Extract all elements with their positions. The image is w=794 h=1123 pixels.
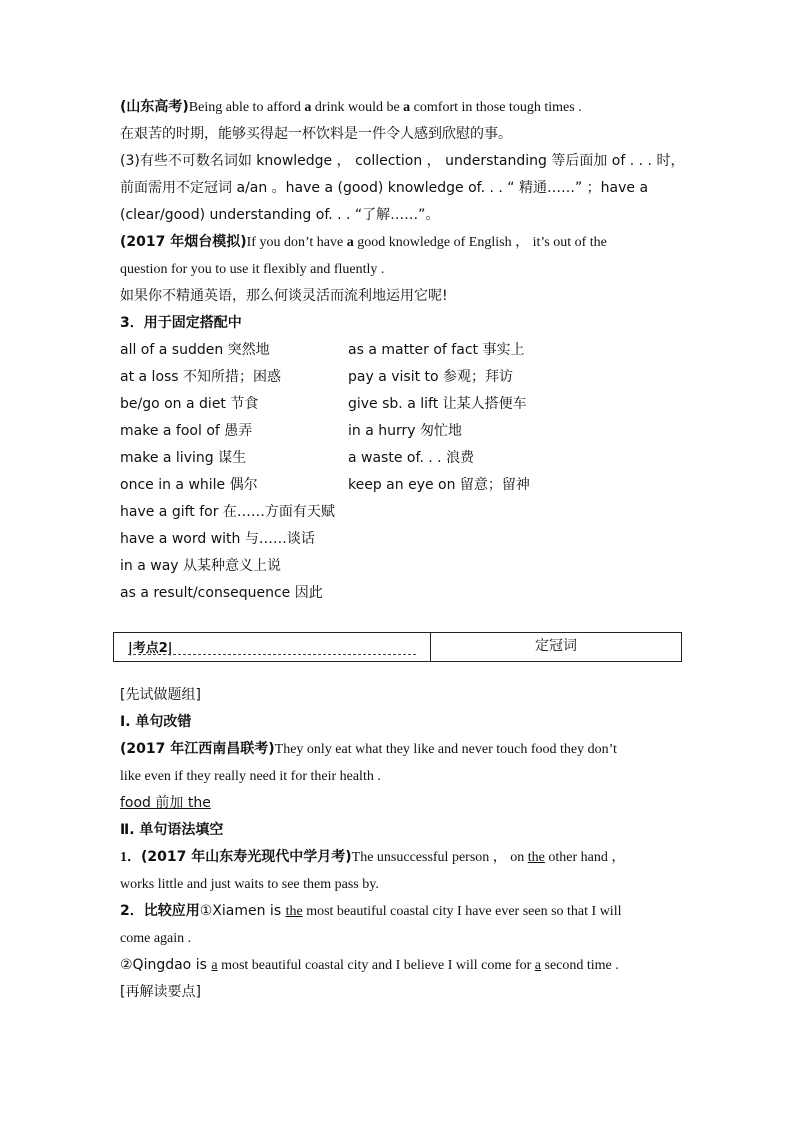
sentence-text: comfort in those tough times . xyxy=(410,100,582,115)
exercise-2-item-2-cont: come again . xyxy=(120,931,192,946)
exercise-1-answer: food 前加 the xyxy=(120,795,211,811)
sentence-text: Being able to afford xyxy=(188,100,305,115)
sentence-text: second time . xyxy=(541,958,619,973)
sentence-text: drink would be xyxy=(311,100,404,115)
sentence-text: They only eat what they like and never touch food they don’t xyxy=(274,742,617,757)
sentence-text: ②Qingdao is xyxy=(120,957,212,973)
exercise-1-sentence xyxy=(120,736,680,763)
document-body xyxy=(120,94,685,607)
phrase-left: all of a sudden 突然地 xyxy=(120,342,270,358)
phrase-pairs xyxy=(120,337,682,499)
phrase-row xyxy=(120,445,682,472)
article-bold: a xyxy=(304,100,312,115)
translation-1: 在艰苦的时期，能够买得起一杯饮料是一件令人感到欣慰的事。 xyxy=(120,126,512,142)
phrase-row xyxy=(120,391,682,418)
answer-blank: a xyxy=(211,958,218,973)
item-number: 1． xyxy=(120,850,141,865)
dashed-underline xyxy=(128,654,416,655)
sentence-text: ①Xiamen is xyxy=(199,903,286,919)
exercise-2-item-2 xyxy=(120,898,680,925)
phrase-left: make a living 谋生 xyxy=(120,450,247,466)
kaodian-label-cell xyxy=(114,633,431,661)
phrase-right: a waste of. . . 浪费 xyxy=(348,450,475,466)
source-tag: (山东高考) xyxy=(120,99,189,115)
phrase-left: at a loss 不知所措；困惑 xyxy=(120,369,282,385)
phrase-row xyxy=(120,337,682,364)
phrase-right: in a hurry 匆忙地 xyxy=(348,423,462,439)
answer-blank: the xyxy=(527,850,545,865)
section-heading-2: [再解读要点] xyxy=(120,984,201,1000)
phrase-right: give sb. a lift 让某人搭便车 xyxy=(348,396,527,412)
kaodian-header-table xyxy=(113,632,682,662)
exercise-2-heading: Ⅱ. 单句语法填空 xyxy=(120,822,224,838)
exercise-1-sentence-cont: like even if they really need it for their health . xyxy=(120,769,381,784)
sentence-text: most beautiful coastal city and I believe I will come for xyxy=(217,958,535,973)
sentence-text: If you don’t have xyxy=(246,235,347,250)
answer-blank: the xyxy=(285,904,303,919)
example-sentence-2-cont: question for you to use it flexibly and fluently . xyxy=(120,262,385,277)
phrase-right: keep an eye on 留意；留神 xyxy=(348,477,530,493)
item-label: 2．比较应用 xyxy=(120,903,200,919)
answer-blank: a xyxy=(534,958,542,973)
phrase-row xyxy=(120,418,682,445)
kaodian-title: 定冠词 xyxy=(535,638,577,654)
sentence-text: other hand ， xyxy=(544,850,626,865)
rule-3-line-2: 前面需用不定冠词 a/an 。have a (good) knowledge of. . . “ 精通……” ；have a xyxy=(120,180,649,196)
phrase-left: be/go on a diet 节食 xyxy=(120,396,259,412)
phrase-right: pay a visit to 参观；拜访 xyxy=(348,369,514,385)
example-sentence-1 xyxy=(120,94,682,121)
exercise-2-item-1 xyxy=(120,844,680,871)
phrase-single: as a result/consequence 因此 xyxy=(120,585,323,601)
kaodian-label: |考点2| xyxy=(128,641,173,656)
sentence-text: The unsuccessful person ， on xyxy=(351,850,528,865)
source-tag: (2017 年江西南昌联考) xyxy=(120,741,275,757)
phrase-left: once in a while 偶尔 xyxy=(120,477,258,493)
exercise-1-heading: Ⅰ. 单句改错 xyxy=(120,714,192,730)
phrase-left: make a fool of 愚弄 xyxy=(120,423,253,439)
phrase-right: as a matter of fact 事实上 xyxy=(348,342,525,358)
rule-3-line-1: (3)有些不可数名词如 knowledge ， collection ， understanding 等后面加 of . . . 时， xyxy=(120,153,685,169)
sentence-text: good knowledge of English ， it’s out of the xyxy=(353,235,607,250)
phrase-single: have a word with 与……谈话 xyxy=(120,531,315,547)
exercise-2-item-1-cont: works little and just waits to see them pass by. xyxy=(120,877,379,892)
section-heading: [先试做题组] xyxy=(120,687,201,703)
example-sentence-2 xyxy=(120,229,682,256)
phrase-single: in a way 从某种意义上说 xyxy=(120,558,282,574)
source-tag: (2017 年烟台模拟) xyxy=(120,234,247,250)
phrase-row xyxy=(120,364,682,391)
source-tag: (2017 年山东寿光现代中学月考) xyxy=(141,849,352,865)
rule-3-line-3: (clear/good) understanding of. . . “了解……”。 xyxy=(120,207,440,223)
exercise-2-item-3 xyxy=(120,952,680,979)
phrase-single: have a gift for 在……方面有天赋 xyxy=(120,504,335,520)
exercise-section xyxy=(120,682,680,1006)
article-bold: a xyxy=(403,100,411,115)
article-bold: a xyxy=(346,235,354,250)
translation-2: 如果你不精通英语，那么何谈灵活而流利地运用它呢! xyxy=(120,288,448,304)
phrase-row xyxy=(120,472,682,499)
sentence-text: most beautiful coastal city I have ever seen so that I will xyxy=(302,904,622,919)
heading-fixed-phrases: 3．用于固定搭配中 xyxy=(120,315,242,331)
